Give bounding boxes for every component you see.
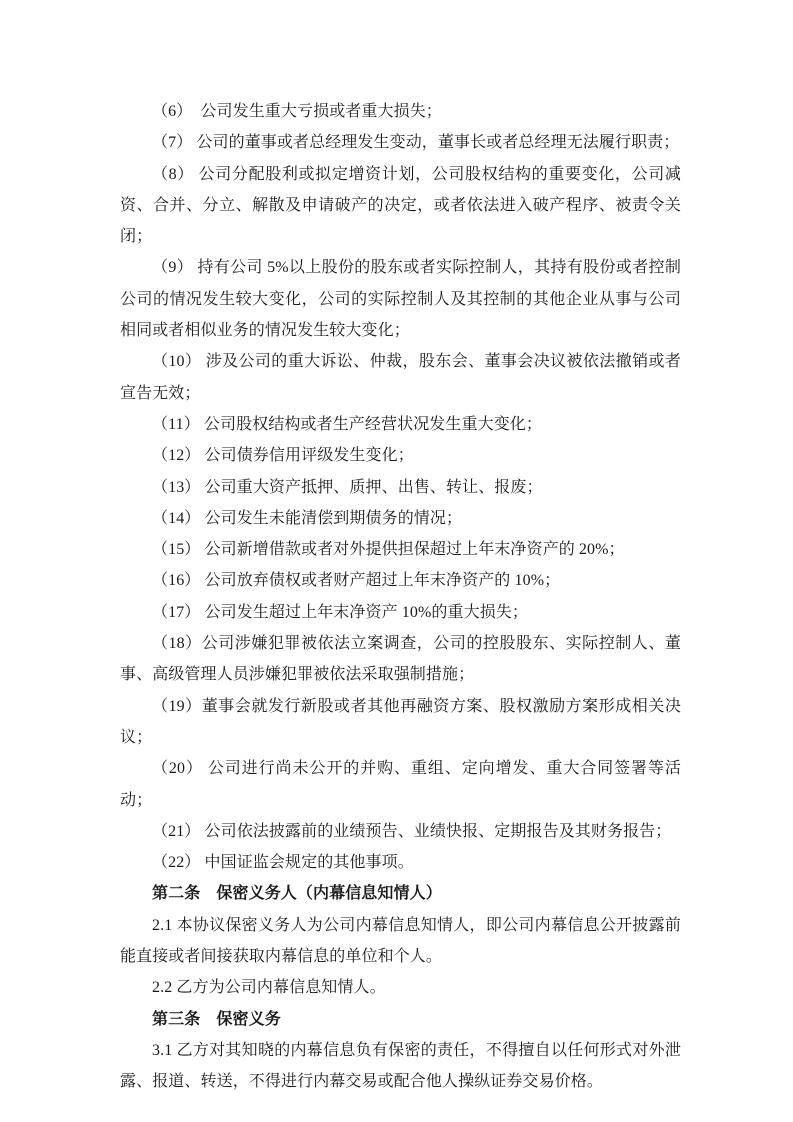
section-3-heading: 第三条 保密义务 — [152, 1010, 281, 1028]
clause-item-18: （18）公司涉嫌犯罪被依法立案调查，公司的控股股东、实际控制人、董事、高级管理人员涉嫌犯罪被依法采取强制措施； — [120, 635, 681, 684]
clause-item-15: （15） 公司新增借款或者对外提供担保超过上年末净资产的 20%； — [152, 541, 625, 559]
section-2-heading: 第二条 保密义务人（内幕信息知情人） — [152, 885, 442, 903]
clause-item-9: （9） 持有公司 5%以上股份的股东或者实际控制人，其持有股份或者控制公司的情况发生较大变化，公司的实际控制人及其控制的其他企业从事与公司相同或者相似业务的情况发生较大变化； — [120, 259, 681, 340]
clause-item-13: （13） 公司重大资产抵押、质押、出售、转让、报废； — [152, 478, 543, 496]
clause-item-17: （17） 公司发生超过上年末净资产 10%的重大损失； — [152, 603, 529, 621]
clause-2-2: 2.2 乙方为公司内幕信息知情人。 — [152, 979, 386, 997]
clause-item-6: （6） 公司发生重大亏损或者重大损失； — [152, 103, 442, 120]
clause-item-19: （19）董事会就发行新股或者其他再融资方案、股权激励方案形成相关决议； — [120, 697, 681, 746]
clause-item-14: （14） 公司发生未能清偿到期债务的情况； — [152, 509, 463, 527]
clause-item-10: （10） 涉及公司的重大诉讼、仲裁，股东会、董事会决议被依法撤销或者宣告无效； — [120, 353, 681, 402]
clause-item-21: （21） 公司依法披露前的业绩预告、业绩快报、定期报告及其财务报告； — [152, 822, 672, 840]
clause-item-20: （20） 公司进行尚未公开的并购、重组、定向增发、重大合同签署等活动； — [120, 760, 681, 809]
clause-2-1: 2.1 本协议保密义务人为公司内幕信息知情人，即公司内幕信息公开披露前能直接或者间接获取内幕信息的单位和个人。 — [120, 916, 681, 966]
clause-item-8: （8） 公司分配股利或拟定增资计划，公司股权结构的重要变化，公司减资、合并、分立、解散及申请破产的决定，或者依法进入破产程序、被责令关闭； — [120, 165, 681, 246]
clause-item-16: （16） 公司放弃债权或者财产超过上年末净资产的 10%； — [152, 572, 561, 590]
clause-item-7: （7） 公司的董事或者总经理发生变动，董事长或者总经理无法履行职责； — [152, 134, 680, 152]
clause-item-11: （11） 公司股权结构或者生产经营状况发生重大变化； — [152, 415, 543, 433]
clause-item-22: （22） 中国证监会规定的其他事项。 — [152, 854, 414, 872]
clause-item-12: （12） 公司债券信用评级发生变化； — [152, 447, 414, 465]
clause-3-1: 3.1 乙方对其知晓的内幕信息负有保密的责任，不得擅自以任何形式对外泄露、报道、转送，不得进行内幕交易或配合他人操纵证券交易价格。 — [120, 1041, 681, 1091]
